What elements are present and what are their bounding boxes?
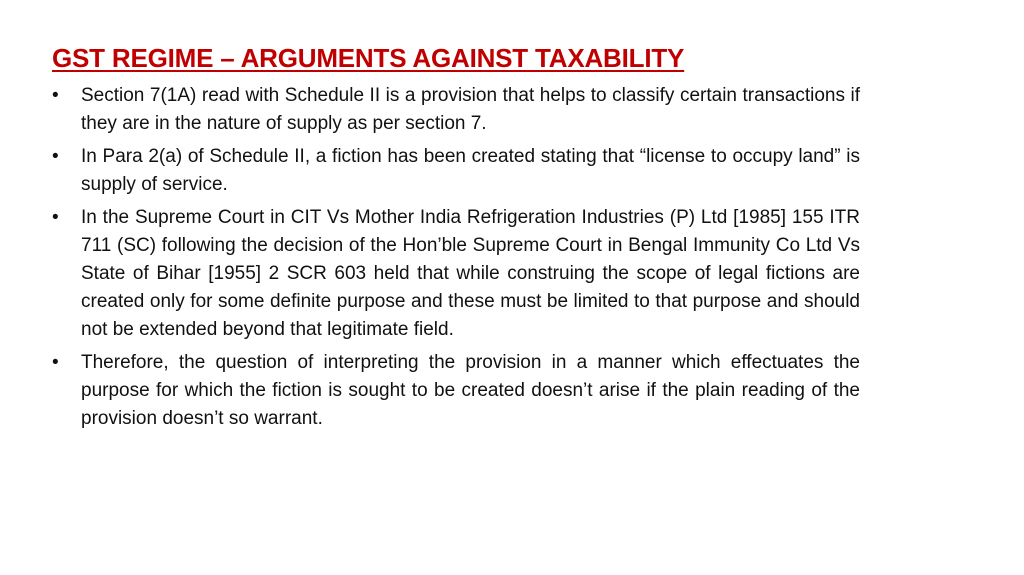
slide-title: GST REGIME – ARGUMENTS AGAINST TAXABILITY bbox=[52, 43, 685, 73]
bullet-icon: • bbox=[52, 207, 59, 228]
bullet-text: Therefore, the question of interpreting the provision in a manner which effectuates the purpose for which the fiction is sought to be created doesn’t arise if the plain reading of the provision doesn’t so warrant. bbox=[81, 352, 860, 429]
bullet-icon: • bbox=[52, 146, 59, 167]
bullet-icon: • bbox=[52, 352, 59, 373]
bullet-item-supreme-court bbox=[52, 204, 860, 344]
bullet-icon: • bbox=[52, 85, 59, 106]
bullet-item-therefore bbox=[52, 349, 860, 433]
bullet-text: In the Supreme Court in CIT Vs Mother India Refrigeration Industries (P) Ltd [1985] 155 ITR 711 (SC) following the decision of the Hon’ble Supreme Court in Bengal Immunity Co Ltd Vs State of Bihar [1955] 2 SCR 603 held that while construing the scope of legal fictions are created only for some definite purpose and these must be limited to that purpose and should not be extended beyond that legitimate field. bbox=[81, 207, 860, 340]
bullet-item-para-2a bbox=[52, 143, 860, 199]
bullet-item-section-7-1a bbox=[52, 82, 860, 138]
bullet-text: Section 7(1A) read with Schedule II is a provision that helps to classify certain transactions if they are in the nature of supply as per section 7. bbox=[81, 85, 860, 134]
bullet-text: In Para 2(a) of Schedule II, a fiction has been created stating that “license to occupy land” is supply of service. bbox=[81, 146, 860, 195]
bullet-list bbox=[52, 82, 860, 438]
